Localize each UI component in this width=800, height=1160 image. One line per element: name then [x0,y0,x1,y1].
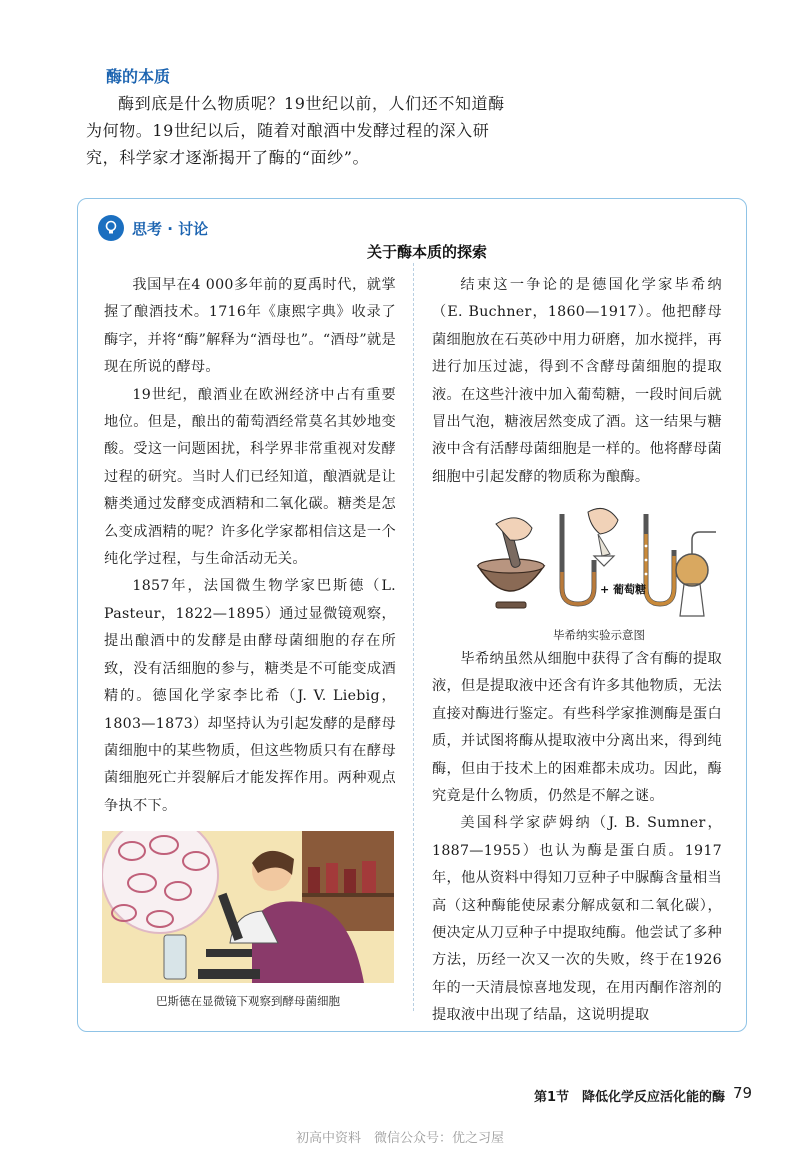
panel-title: 关于酶本质的探索 [366,243,487,261]
pasteur-microscope-illustration [102,831,394,983]
panel-tag-label: 思考 · 讨论 [132,219,209,238]
paragraph: 19世纪，酿酒业在欧洲经济中占有重要地位。但是，酿出的葡萄酒经常莫名其妙地变酸。受这一问题困扰，科学界非常重视对发酵过程的研究。当时人们已经知道，酿酒就是让糖类通过发酵变成酒精和二氧化碳。糖类是怎么变成酒精的呢？许多化学家都相信这是一个纯化学过程，与生命活动无关。 [104,386,396,568]
right-column-top [432,272,722,491]
intro-paragraph: 酶到底是什么物质呢？19世纪以前，人们还不知道酶为何物。19世纪以后，随着对酿酒中发酵过程的深入研究，科学家才逐渐揭开了酶的“面纱”。 [86,94,505,167]
paragraph: 美国科学家萨姆纳（J. B. Sumner，1887—1955）也认为酶是蛋白质。1917年，他从资料中得知刀豆种子中脲酶含量相当高（这种酶能使尿素分解成氨和二氧化碳），便决定从刀豆种子中提取纯酶。他尝试了多种方法，历经一次又一次的失败，终于在1926年的一天清晨惊喜地发现，在用丙酮作溶剂的提取液中出现了结晶，这说明提取 [432,815,722,1024]
glucose-label: + 葡萄糖 [600,583,647,596]
section-title: 酶的本质 [106,67,171,86]
watermark: 初高中资料 微信公众号：优之习屋 [295,1131,504,1146]
page-number: 79 [733,1084,753,1102]
right-column-bottom [432,646,722,1030]
panel-tag [98,215,208,241]
buchner-experiment-illustration [470,504,728,624]
paragraph: 结束这一争论的是德国化学家毕希纳（E. Buchner，1860—1917）。他把酵母菌细胞放在石英砂中用力研磨，加水搅拌，再进行加压过滤，得到不含酵母菌细胞的提取液。在这些汁液中加入葡萄糖，一段时间后就冒出气泡，糖液居然变成了酒。这一结果与糖液中含有活酵母菌细胞是一样的。他将酵母菌细胞中引起发酵的物质称为酿酶。 [432,277,722,485]
paragraph: 毕希纳虽然从细胞中获得了含有酶的提取液，但是提取液中还含有许多其他物质，无法直接对酶进行鉴定。有些科学家推测酶是蛋白质，并试图将酶从提取液中分离出来，得到纯酶，但由于技术上的困难都未成功。因此，酶究竟是什么物质，仍然是不解之谜。 [432,651,722,805]
pasteur-caption: 巴斯德在显微镜下观察到酵母菌细胞 [156,994,340,1008]
paragraph: 我国早在4 000多年前的夏禹时代，就掌握了酿酒技术。1716年《康熙字典》收录了酶字，并将“酶”解释为“酒母也”。“酒母”就是现在所说的酵母。 [104,277,396,376]
buchner-caption: 毕希纳实验示意图 [553,628,645,642]
lightbulb-icon [98,215,124,241]
footer-section-title: 第1节 降低化学反应活化能的酶 [534,1090,726,1105]
left-column [104,272,396,820]
paragraph: 1857年，法国微生物学家巴斯德（L. Pasteur，1822—1895）通过显微镜观察，提出酿酒中的发酵是由酵母菌细胞的存在所致，没有活细胞的参与，糖类是不可能变成酒精的。德国化学家李比希（J. V. Liebig，1803—1873）却坚持认为引起发酵的是酵母菌细胞中的某些物质，但这些物质只有在酵母菌细胞死亡并裂解后才能发挥作用。两种观点争执不下。 [104,578,396,814]
column-divider [413,263,414,1011]
think-discuss-panel [77,198,747,1032]
